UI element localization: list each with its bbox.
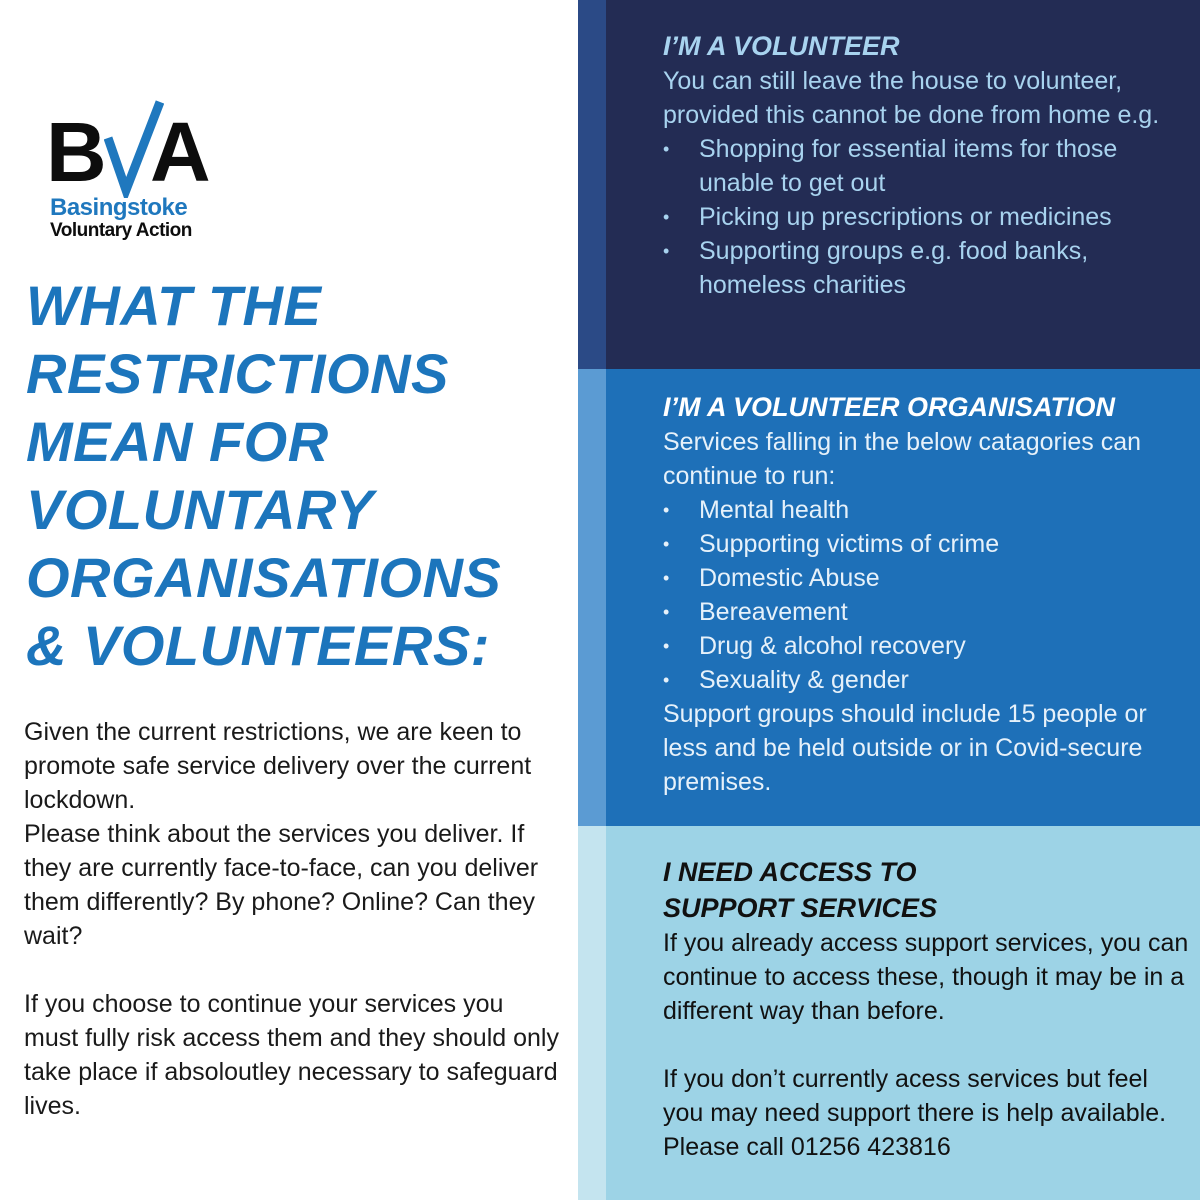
- support-panel: [578, 826, 1200, 1200]
- headline-line: RESTRICTIONS: [26, 342, 449, 405]
- left-column: [0, 0, 578, 1200]
- page-title: [26, 272, 571, 680]
- organisation-title: I’M A VOLUNTEER ORGANISATION: [663, 392, 1115, 422]
- panel-stripe: [578, 0, 606, 369]
- list-item: • Sexuality & gender: [663, 663, 1193, 697]
- volunteer-intro: You can still leave the house to volunteer, provided this cannot be done from home e.g.: [663, 67, 1160, 129]
- list-item: • Drug & alcohol recovery: [663, 629, 1193, 663]
- list-item: • Mental health: [663, 493, 1193, 527]
- volunteer-panel: [578, 0, 1200, 369]
- list-item: • Supporting victims of crime: [663, 527, 1193, 561]
- panel-stripe: [578, 369, 606, 826]
- support-title-line-2: SUPPORT SERVICES: [663, 893, 938, 923]
- list-item: • Supporting groups e.g. food banks, homeless charities: [663, 234, 1193, 302]
- list-item: • Shopping for essential items for those unable to get out: [663, 132, 1193, 200]
- headline-line: WHAT THE: [26, 274, 322, 337]
- logo-letter-b: B: [46, 105, 103, 199]
- list-item: • Picking up prescriptions or medicines: [663, 200, 1193, 234]
- headline-line: & VOLUNTEERS:: [26, 614, 490, 677]
- list-item: • Domestic Abuse: [663, 561, 1193, 595]
- bva-logo: [46, 98, 216, 248]
- volunteer-list: [663, 132, 1193, 302]
- intro-paragraph: Given the current restrictions, we are keen to promote safe service delivery over the current lockdown.: [24, 718, 532, 814]
- list-item: • Bereavement: [663, 595, 1193, 629]
- support-paragraph: If you already access support services, you can continue to access these, though it may be in a different way than before.: [663, 929, 1189, 1025]
- organisation-outro: Support groups should include 15 people or less and be held outside or in Covid-secure premises.: [663, 700, 1147, 796]
- right-column: [578, 0, 1200, 1200]
- intro-paragraph: If you choose to continue your services you must fully risk access them and they should only take place if absoloutley necessary to safeguard lives.: [24, 990, 559, 1120]
- panel-stripe: [578, 826, 606, 1200]
- headline-line: MEAN FOR: [26, 410, 329, 473]
- organisation-list: [663, 493, 1193, 697]
- organisation-intro: Services falling in the below catagories can continue to run:: [663, 428, 1142, 490]
- logo-line-2: Voluntary Action: [50, 220, 192, 241]
- organisation-panel: [578, 369, 1200, 826]
- support-paragraph: If you don’t currently acess services but feel you may need support there is help available. Please call 01256 423816: [663, 1065, 1167, 1161]
- logo-letter-a: A: [150, 105, 211, 199]
- headline-line: ORGANISATIONS: [26, 546, 502, 609]
- support-title-line-1: I NEED ACCESS TO: [663, 857, 917, 887]
- intro-paragraph: Please think about the services you deliver. If they are currently face-to-face, can you deliver them differently? By phone? Online? Can they wait?: [24, 820, 539, 950]
- logo-line-1: Basingstoke: [50, 194, 188, 221]
- headline-line: VOLUNTARY: [26, 478, 374, 541]
- volunteer-title: I’M A VOLUNTEER: [663, 31, 900, 61]
- intro-text: [24, 715, 564, 1123]
